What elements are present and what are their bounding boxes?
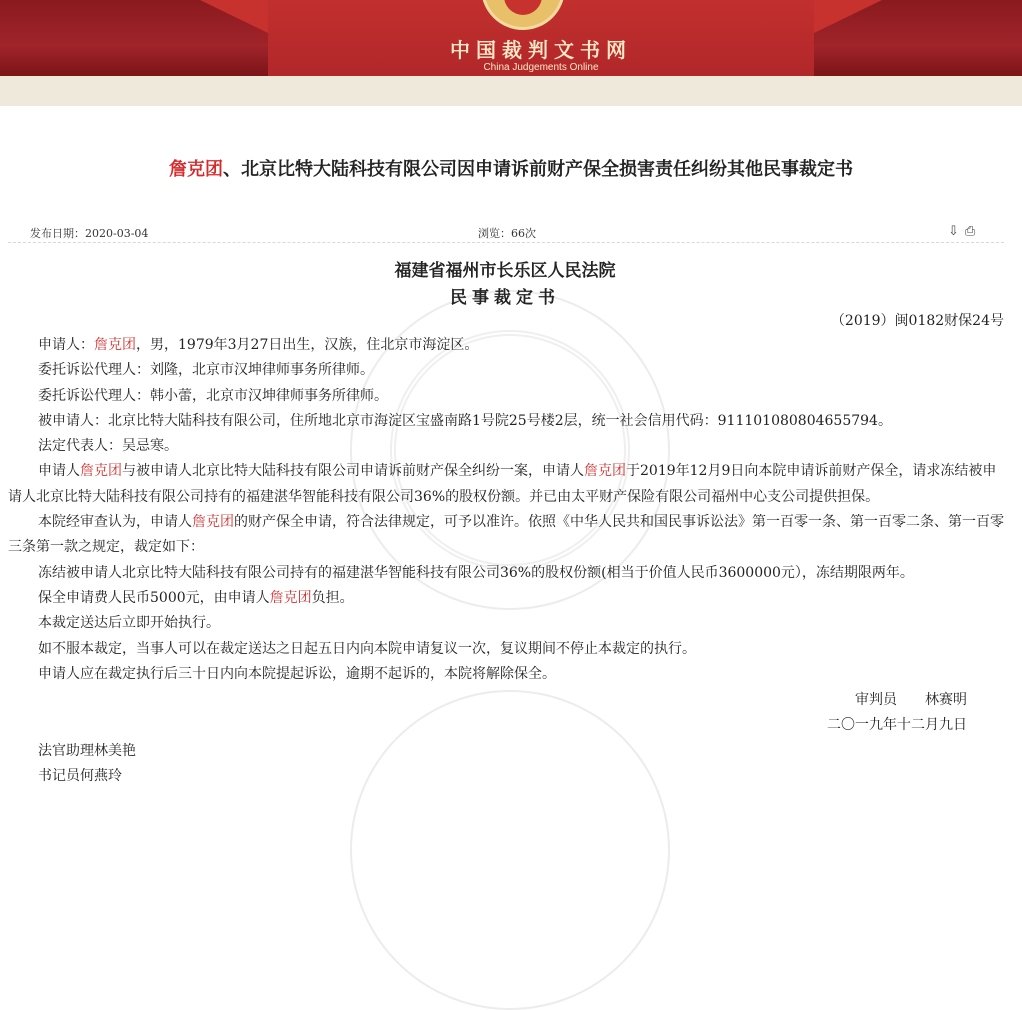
paragraph: 被申请人：北京比特大陆科技有限公司，住所地北京市海淀区宝盛南路1号院25号楼2层，统一社会信用代码：911101080804655794。 xyxy=(38,412,892,429)
watermark-emblem-lower xyxy=(350,690,670,1010)
court-clerk: 书记员何燕玲 xyxy=(38,768,122,784)
download-icon[interactable]: ⇩ xyxy=(948,224,959,239)
ruling-date: 二〇一九年十二月九日 xyxy=(827,717,967,733)
party-name-highlight: 詹克团 xyxy=(269,589,312,606)
paragraph: 保全申请费人民币5000元，由申请人詹克团负担。 xyxy=(38,589,354,606)
paragraph: 本院经审查认为，申请人詹克团的财产保全申请，符合法律规定，可予以准许。依照《中华人民共和国民事诉讼法》第一百零一条、第一百零二条、第一百零三条第一款之规定，裁定如下： xyxy=(8,514,1004,556)
doc-tools xyxy=(948,224,981,239)
document-body xyxy=(8,333,1004,687)
paragraph: 法定代表人：吴忌寒。 xyxy=(38,438,178,455)
site-name-en: China Judgements Online xyxy=(483,62,599,73)
party-name-highlight: 詹克团 xyxy=(169,159,223,180)
nav-strip xyxy=(0,76,1022,106)
court-name: 福建省福州市长乐区人民法院 xyxy=(394,261,616,281)
view-count: 浏览：66次 xyxy=(478,227,536,240)
case-number: （2019）闽0182财保24号 xyxy=(830,313,1004,329)
judge-assistant: 法官助理林美艳 xyxy=(38,743,136,759)
paragraph: 申请人：詹克团，男，1979年3月27日出生，汉族，住北京市海淀区。 xyxy=(38,337,479,353)
paragraph: 申请人应在裁定执行后三十日内向本院提起诉讼，逾期不起诉的，本院将解除保全。 xyxy=(38,665,556,682)
party-name-highlight: 詹克团 xyxy=(192,514,234,531)
document-type: 民事裁定书 xyxy=(450,288,560,308)
banner-wing-right xyxy=(812,0,882,34)
paragraph: 委托诉讼代理人：刘隆，北京市汉坤律师事务所律师。 xyxy=(38,362,374,379)
document-title xyxy=(0,155,1022,181)
publish-date: 发布日期：2020-03-04 xyxy=(30,227,149,240)
party-name-highlight: 詹克团 xyxy=(94,337,136,353)
paragraph: 冻结被申请人北京比特大陆科技有限公司持有的福建湛华智能科技有限公司36%的股权份额(相当于价值人民币3600000元），冻结期限两年。 xyxy=(38,564,914,581)
paragraph: 本裁定送达后立即开始执行。 xyxy=(38,615,220,632)
banner-wing-left xyxy=(200,0,270,34)
paragraph: 委托诉讼代理人：韩小蕾，北京市汉坤律师事务所律师。 xyxy=(38,387,388,404)
site-banner xyxy=(0,0,1022,76)
party-name-highlight: 詹克团 xyxy=(80,463,122,480)
divider xyxy=(8,242,1004,243)
judge-signature: 审判员 林赛明 xyxy=(855,692,967,708)
title-text: 、北京比特大陆科技有限公司因申请诉前财产保全损害责任纠纷其他民事裁定书 xyxy=(223,159,853,180)
paragraph: 申请人詹克团与被申请人北京比特大陆科技有限公司申请诉前财产保全纠纷一案，申请人詹克团于2019年12月9日向本院申请诉前财产保全，请求冻结被申请人北京比特大陆科技有限公司持有的福建湛华智能科技有限公司36%的股权份额。并已由太平财产保险有限公司福州中心支公司提供担保。 xyxy=(8,463,997,505)
print-icon[interactable]: ⎙ xyxy=(964,224,976,239)
paragraph: 如不服本裁定，当事人可以在裁定送达之日起五日内向本院申请复议一次，复议期间不停止本裁定的执行。 xyxy=(38,640,696,657)
party-name-highlight: 詹克团 xyxy=(584,463,626,480)
site-name[interactable]: 中国裁判文书网 xyxy=(450,38,632,62)
